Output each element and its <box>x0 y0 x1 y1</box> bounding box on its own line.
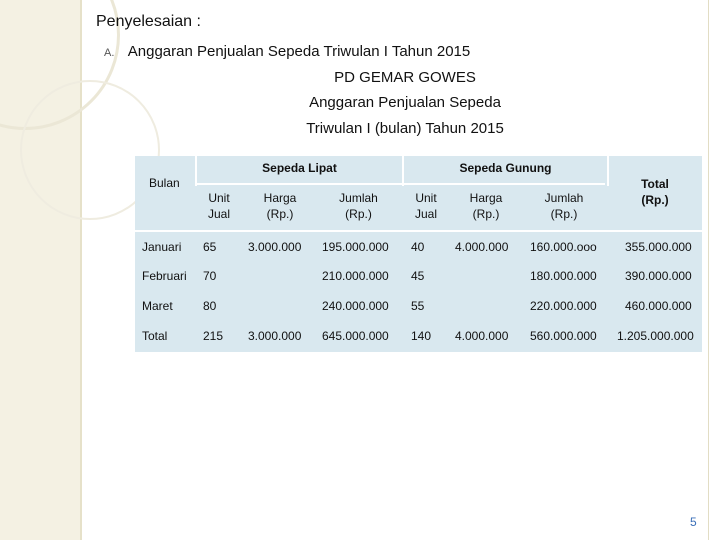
cell-lipat-unit: 80 <box>203 299 217 313</box>
cell-lipat-harga: 3.000.000 <box>248 329 302 343</box>
cell-gunung-jumlah: 160.000.ooo <box>530 240 597 254</box>
cell-total: 390.000.000 <box>625 269 692 283</box>
report-title: Anggaran Penjualan Sepeda <box>309 94 501 111</box>
list-marker: A. <box>104 47 115 59</box>
group-header-gunung: Sepeda Gunung <box>459 161 552 175</box>
cell-lipat-jumlah: 195.000.000 <box>322 240 389 254</box>
cell-gunung-unit: 55 <box>411 299 425 313</box>
header-divider <box>195 183 605 185</box>
page-number: 5 <box>690 515 697 529</box>
cell-lipat-jumlah: 240.000.000 <box>322 299 389 313</box>
cell-gunung-harga: 4.000.000 <box>455 240 509 254</box>
col-header-bulan: Bulan <box>149 176 180 190</box>
cell-total: 460.000.000 <box>625 299 692 313</box>
cell-gunung-jumlah: 220.000.000 <box>530 299 597 313</box>
group-header-lipat: Sepeda Lipat <box>262 161 337 175</box>
cell-gunung-unit: 40 <box>411 240 425 254</box>
row-label-total: Total <box>142 329 168 343</box>
sub-header-unit-jual: Unit Jual <box>414 191 437 221</box>
col-header-total: Total (Rp.) <box>641 177 669 207</box>
cell-gunung-jumlah: 560.000.000 <box>530 329 597 343</box>
cell-total: 1.205.000.000 <box>617 329 694 343</box>
cell-gunung-jumlah: 180.000.000 <box>530 269 597 283</box>
cell-total: 355.000.000 <box>625 240 692 254</box>
group-divider <box>607 156 609 186</box>
right-divider <box>708 0 709 540</box>
cell-lipat-jumlah: 645.000.000 <box>322 329 389 343</box>
cell-gunung-unit: 140 <box>411 329 432 343</box>
cell-gunung-harga: 4.000.000 <box>455 329 509 343</box>
sub-header-harga: Harga (Rp.) <box>263 191 297 221</box>
row-label-maret: Maret <box>142 299 173 313</box>
report-period: Triwulan I (bulan) Tahun 2015 <box>306 120 504 137</box>
cell-gunung-unit: 45 <box>411 269 425 283</box>
cell-lipat-jumlah: 210.000.000 <box>322 269 389 283</box>
company-name: PD GEMAR GOWES <box>334 69 476 86</box>
row-label-januari: Januari <box>142 240 182 254</box>
subtitle-text: Anggaran Penjualan Sepeda Triwulan I Tahun 2015 <box>127 43 471 60</box>
sub-header-unit-jual: Unit Jual <box>207 191 230 221</box>
cell-lipat-unit: 70 <box>203 269 217 283</box>
row-label-februari: Februari <box>142 269 187 283</box>
sub-header-jumlah: Jumlah (Rp.) <box>544 191 584 221</box>
sub-header-jumlah: Jumlah (Rp.) <box>339 191 378 221</box>
cell-lipat-unit: 215 <box>203 329 224 343</box>
cell-lipat-unit: 65 <box>203 240 217 254</box>
cell-lipat-harga: 3.000.000 <box>248 240 302 254</box>
sales-budget-table <box>135 156 702 352</box>
sub-header-harga: Harga (Rp.) <box>469 191 503 221</box>
subtitle <box>104 43 470 60</box>
header-bottom-divider <box>135 230 702 232</box>
page-heading: Penyelesaian : <box>96 13 201 30</box>
